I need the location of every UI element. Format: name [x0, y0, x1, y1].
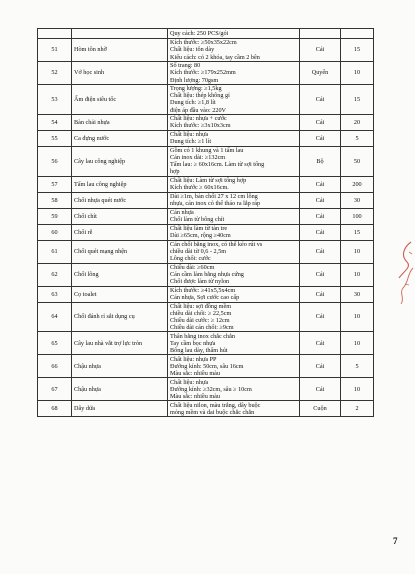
- quantity-cell: 15: [341, 224, 374, 240]
- item-name-cell: Cọ toalet: [72, 286, 168, 302]
- spec-line: Màu sắc: nhiều màu: [170, 370, 221, 378]
- quantity-cell: 10: [341, 302, 374, 332]
- table-row: [38, 208, 374, 224]
- quantity-cell: [341, 29, 374, 39]
- item-spec-cell: [168, 378, 300, 401]
- quantity-cell: 10: [341, 378, 374, 401]
- spec-line: Chất liệu: nhựa + cước: [170, 115, 227, 123]
- item-spec-cell: [168, 240, 300, 263]
- row-number-cell: 53: [38, 85, 72, 115]
- red-stamp-mark: [393, 238, 415, 308]
- spec-line: Dài ≥1m, bản chổi 27 x 12 cm lông: [170, 192, 258, 200]
- item-name-cell: Chổi quét mạng nhện: [72, 240, 168, 263]
- item-name-cell: Bàn chải nhựa: [72, 114, 168, 130]
- item-name-cell: Chổi đánh rỉ sắt dụng cụ: [72, 302, 168, 332]
- item-spec-cell: [168, 286, 300, 302]
- unit-cell: Cái: [300, 224, 341, 240]
- item-spec-cell: [168, 39, 300, 62]
- item-name-cell: Chổi chít: [72, 208, 168, 224]
- quantity-cell: 100: [341, 208, 374, 224]
- row-number-cell: [38, 29, 72, 39]
- table-row: [38, 130, 374, 146]
- item-name-cell: Dây dứa: [72, 401, 168, 417]
- spec-line: Chất liệu: tôn dày: [170, 46, 215, 54]
- quantity-cell: 30: [341, 286, 374, 302]
- spec-line: Gồm có 1 khung và 1 tấm lau: [170, 146, 244, 154]
- unit-cell: Cái: [300, 355, 341, 378]
- spec-line: điện áp đầu vào: 220V: [170, 106, 227, 114]
- spec-line: Chất liệu: thép không gỉ: [170, 92, 230, 100]
- spec-line: Dung tích: ≥1,8 lít: [170, 99, 216, 107]
- unit-cell: Cái: [300, 130, 341, 146]
- spec-line: Cán nhựa, Sợi cước cao cấp: [170, 294, 240, 302]
- item-spec-table: [37, 28, 374, 417]
- spec-line: mỏng mềm và dai buộc chắc chắn: [170, 408, 255, 416]
- spec-line: Cán cầm làm bằng nhựa cứng: [170, 271, 244, 279]
- table-row: [38, 355, 374, 378]
- spec-line: Chổi được làm từ nylon: [170, 278, 230, 286]
- item-spec-cell: [168, 355, 300, 378]
- spec-line: Kích thước: ≥50x35x22cm: [170, 39, 237, 47]
- unit-cell: Cái: [300, 302, 341, 332]
- row-number-cell: 58: [38, 192, 72, 208]
- row-number-cell: 52: [38, 62, 72, 85]
- quantity-cell: 5: [341, 130, 374, 146]
- item-name-cell: Hòm tôn nhỡ: [72, 39, 168, 62]
- item-name-cell: Chổi lông: [72, 263, 168, 286]
- spec-line: Chiều dài: ≥60cm: [170, 263, 215, 271]
- item-name-cell: Vở học sinh: [72, 62, 168, 85]
- table-row: [38, 114, 374, 130]
- item-name-cell: Chổi nhựa quét nước: [72, 192, 168, 208]
- row-number-cell: 68: [38, 401, 72, 417]
- spec-line: hợp: [170, 168, 180, 176]
- item-spec-cell: [168, 29, 300, 39]
- spec-line: Màu sắc: nhiều màu: [170, 393, 221, 401]
- spec-line: Chất liệu nilon, màu trắng, dây buộc: [170, 401, 261, 409]
- unit-cell: Cái: [300, 286, 341, 302]
- unit-cell: Cuộn: [300, 401, 341, 417]
- item-name-cell: Ca đựng nước: [72, 130, 168, 146]
- table-row: [38, 263, 374, 286]
- spec-line: Chổi làm từ bông chít: [170, 216, 225, 224]
- spec-line: Số trang: 80: [170, 62, 201, 70]
- spec-line: Dung tích: ≥1 lít: [170, 138, 212, 146]
- spec-line: Cán chổi bằng inox, có thể kéo rút vs: [170, 240, 263, 248]
- quantity-cell: 50: [341, 146, 374, 176]
- quantity-cell: 10: [341, 240, 374, 263]
- spec-line: Bông lau dày, thấm hút: [170, 347, 228, 355]
- spec-line: Quy cách: 250 PCS/gói: [170, 29, 229, 37]
- unit-cell: Bộ: [300, 146, 341, 176]
- unit-cell: [300, 29, 341, 39]
- row-number-cell: 67: [38, 378, 72, 401]
- item-name-cell: Chậu nhựa: [72, 355, 168, 378]
- spec-line: Chất liệu: Làm từ sợi tổng hợp: [170, 176, 247, 184]
- table-row: [38, 224, 374, 240]
- quantity-cell: 10: [341, 62, 374, 85]
- table-row: [38, 378, 374, 401]
- spec-line: Cán inox dài: ≥132cm: [170, 154, 226, 162]
- table-row: [38, 146, 374, 176]
- quantity-cell: 200: [341, 176, 374, 192]
- quantity-cell: 5: [341, 355, 374, 378]
- item-spec-table-body: [38, 29, 374, 417]
- item-name-cell: Cây lau công nghiệp: [72, 146, 168, 176]
- unit-cell: Quyển: [300, 62, 341, 85]
- spec-line: Đường kính: ≥32cm, sâu ≥ 10cm: [170, 385, 252, 393]
- item-name-cell: Chậu nhựa: [72, 378, 168, 401]
- quantity-cell: 2: [341, 401, 374, 417]
- item-name-cell: Tấm lau công nghiệp: [72, 176, 168, 192]
- page-number: 7: [393, 536, 398, 546]
- table-row: [38, 39, 374, 62]
- spec-line: Kích thước: ≥3x10x3cm: [170, 122, 231, 130]
- spec-line: Định lượng: 70gsm: [170, 76, 219, 84]
- table-row: [38, 85, 374, 115]
- row-number-cell: 60: [38, 224, 72, 240]
- item-spec-cell: [168, 176, 300, 192]
- quantity-cell: 10: [341, 263, 374, 286]
- unit-cell: Cái: [300, 378, 341, 401]
- quantity-cell: 20: [341, 114, 374, 130]
- unit-cell: Cái: [300, 263, 341, 286]
- item-spec-cell: [168, 332, 300, 355]
- table-row: [38, 176, 374, 192]
- quantity-cell: 15: [341, 85, 374, 115]
- spec-line: Chất liệu làm từ tàn tre: [170, 224, 228, 232]
- spec-line: Chiều dài cước: ≥ 12cm: [170, 317, 230, 325]
- spec-line: Dài ≥65cm, rộng ≥40cm: [170, 232, 231, 240]
- row-number-cell: 56: [38, 146, 72, 176]
- item-spec-cell: [168, 401, 300, 417]
- spec-line: Kích thước: ≥179x252mm: [170, 69, 236, 77]
- spec-line: Tay cầm bọc nhựa: [170, 339, 216, 347]
- row-number-cell: 65: [38, 332, 72, 355]
- row-number-cell: 66: [38, 355, 72, 378]
- row-number-cell: 55: [38, 130, 72, 146]
- item-spec-cell: [168, 62, 300, 85]
- item-name-cell: Ấm điện siêu tốc: [72, 85, 168, 115]
- quantity-cell: 10: [341, 332, 374, 355]
- item-spec-cell: [168, 114, 300, 130]
- unit-cell: Cái: [300, 332, 341, 355]
- table-row: [38, 62, 374, 85]
- unit-cell: Cái: [300, 208, 341, 224]
- row-number-cell: 57: [38, 176, 72, 192]
- item-spec-cell: [168, 85, 300, 115]
- table-row: [38, 286, 374, 302]
- item-spec-cell: [168, 302, 300, 332]
- table-row: [38, 302, 374, 332]
- spec-line: Đường kính: 50cm, sâu 16cm: [170, 362, 244, 370]
- spec-line: Chất liệu: nhựa: [170, 378, 209, 386]
- item-name-cell: Chổi rễ: [72, 224, 168, 240]
- item-spec-cell: [168, 263, 300, 286]
- quantity-cell: 30: [341, 192, 374, 208]
- item-spec-cell: [168, 146, 300, 176]
- spec-line: Chiều dài cán chổi: ≥9cm: [170, 324, 234, 332]
- unit-cell: Cái: [300, 85, 341, 115]
- unit-cell: Cái: [300, 192, 341, 208]
- item-name-cell: Cây lau nhà vắt trợ lực tròn: [72, 332, 168, 355]
- spec-line: Chất liệu: sợi đồng mềm: [170, 302, 232, 310]
- spec-line: chiều dài chổi: ≥ 22,5cm: [170, 309, 232, 317]
- unit-cell: Cái: [300, 176, 341, 192]
- spec-line: Lông chổi: cước: [170, 255, 211, 263]
- table-row: [38, 192, 374, 208]
- spec-line: nhựa, cán inox có thể tháo ra lắp ráp: [170, 200, 261, 208]
- table-row: [38, 240, 374, 263]
- unit-cell: Cái: [300, 240, 341, 263]
- item-name-cell: [72, 29, 168, 39]
- item-spec-cell: [168, 130, 300, 146]
- row-number-cell: 59: [38, 208, 72, 224]
- unit-cell: Cái: [300, 114, 341, 130]
- spec-line: Kích thước ≥ 60x16cm.: [170, 184, 229, 192]
- table-row: [38, 332, 374, 355]
- quantity-cell: 15: [341, 39, 374, 62]
- row-number-cell: 61: [38, 240, 72, 263]
- item-spec-cell: [168, 192, 300, 208]
- item-spec-cell: [168, 224, 300, 240]
- spec-line: Thân bằng inox chắc chắn: [170, 332, 235, 340]
- spec-line: Chất liệu: nhựa PP: [170, 355, 217, 363]
- spec-line: Kích thước: ≥41x5,5x4cm: [170, 286, 236, 294]
- spec-line: Cán nhựa: [170, 208, 194, 216]
- row-number-cell: 62: [38, 263, 72, 286]
- row-number-cell: 54: [38, 114, 72, 130]
- row-number-cell: 63: [38, 286, 72, 302]
- spec-line: Trọng lượng: ≥1,5kg: [170, 85, 222, 92]
- spec-line: chiều dài từ 0,6 - 2,5m: [170, 248, 227, 256]
- spec-line: Tấm lau: ≥ 60x16cm. Làm từ sợi tổng: [170, 161, 265, 169]
- item-spec-cell: [168, 208, 300, 224]
- row-number-cell: 64: [38, 302, 72, 332]
- unit-cell: Cái: [300, 39, 341, 62]
- spec-line: Chất liệu: nhựa: [170, 131, 209, 139]
- table-row: [38, 29, 374, 39]
- table-row: [38, 401, 374, 417]
- row-number-cell: 51: [38, 39, 72, 62]
- spec-line: Kiểu cách: có 2 khóa, tay cầm 2 bên: [170, 53, 260, 61]
